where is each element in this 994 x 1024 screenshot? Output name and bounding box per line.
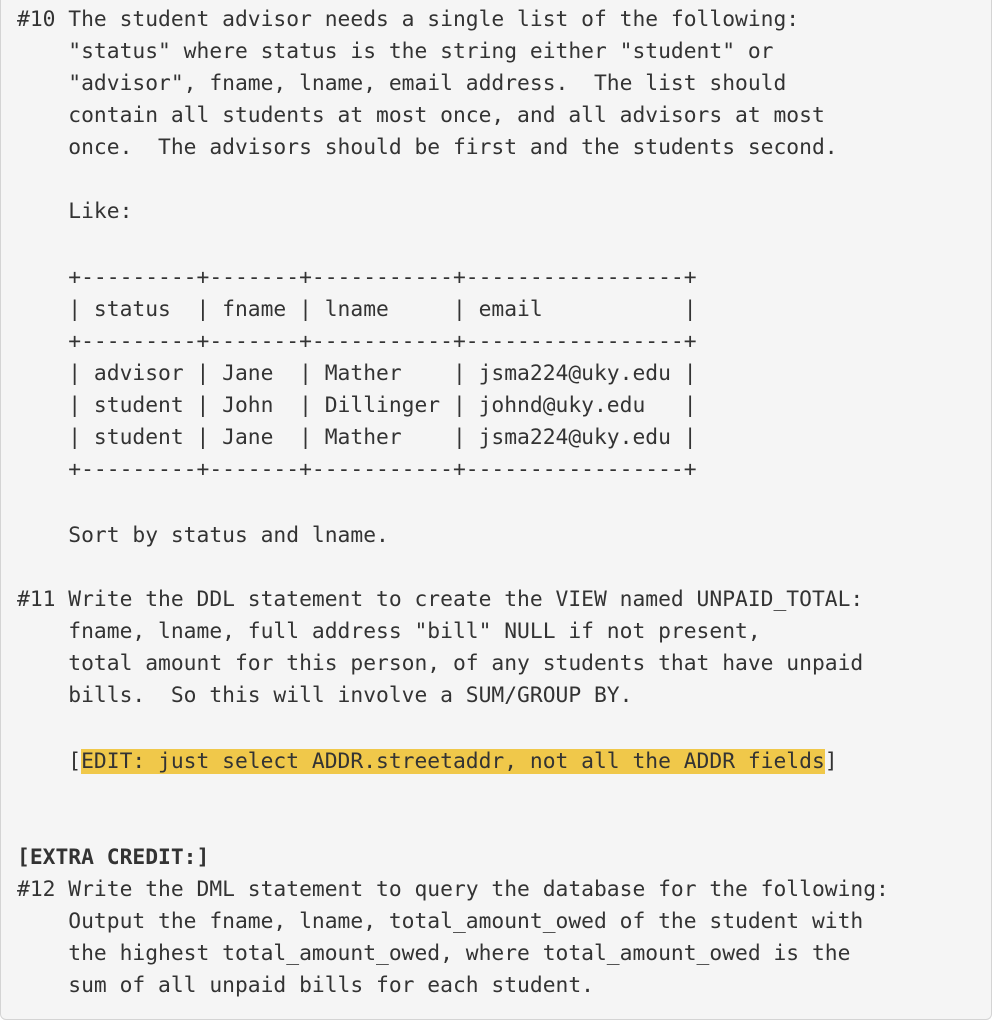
q10-line-1: #10 The student advisor needs a single list of the following:	[17, 7, 800, 32]
sort-note: Sort by status and lname.	[17, 523, 389, 548]
q10-line-5: once. The advisors should be first and the students second.	[17, 135, 838, 160]
table-header-row: | status | fname | lname | email |	[17, 297, 697, 322]
table-border-top: +---------+-------+-----------+-----------------+	[17, 265, 697, 290]
q11-line-1: #11 Write the DDL statement to create the VIEW named UNPAID_TOTAL:	[17, 587, 864, 612]
q10-line-4: contain all students at most once, and all advisors at most	[17, 103, 825, 128]
table-border-bottom: +---------+-------+-----------+-----------------+	[17, 457, 697, 482]
table-row: | student | Jane | Mather | jsma224@uky.edu |	[17, 425, 697, 450]
table-row: | student | John | Dillinger | johnd@uky.edu |	[17, 393, 697, 418]
edit-note	[17, 746, 838, 778]
edit-bracket-open: [	[17, 749, 82, 774]
q12-line-4: sum of all unpaid bills for each student.	[17, 973, 594, 998]
table-row: | advisor | Jane | Mather | jsma224@uky.edu |	[17, 361, 697, 386]
like-label: Like:	[17, 199, 133, 224]
q12-line-2: Output the fname, lname, total_amount_owed of the student with	[17, 909, 864, 934]
edit-bracket-close: ]	[824, 749, 838, 774]
q11-line-3: total amount for this person, of any students that have unpaid	[17, 651, 864, 676]
q10-line-2: "status" where status is the string either "student" or	[17, 39, 774, 64]
edit-highlight: EDIT: just select ADDR.streetaddr, not all the ADDR fields	[81, 749, 825, 774]
q11-line-2: fname, lname, full address "bill" NULL if not present,	[17, 619, 761, 644]
extra-credit-heading: [EXTRA CREDIT:]	[17, 845, 210, 870]
q10-line-3: "advisor", fname, lname, email address. The list should	[17, 71, 787, 96]
table-border-mid: +---------+-------+-----------+-----------------+	[17, 329, 697, 354]
q12-line-1: #12 Write the DML statement to query the database for the following:	[17, 877, 889, 902]
q11-line-4: bills. So this will involve a SUM/GROUP BY.	[17, 683, 633, 708]
q12-line-3: the highest total_amount_owed, where total_amount_owed is the	[17, 941, 851, 966]
